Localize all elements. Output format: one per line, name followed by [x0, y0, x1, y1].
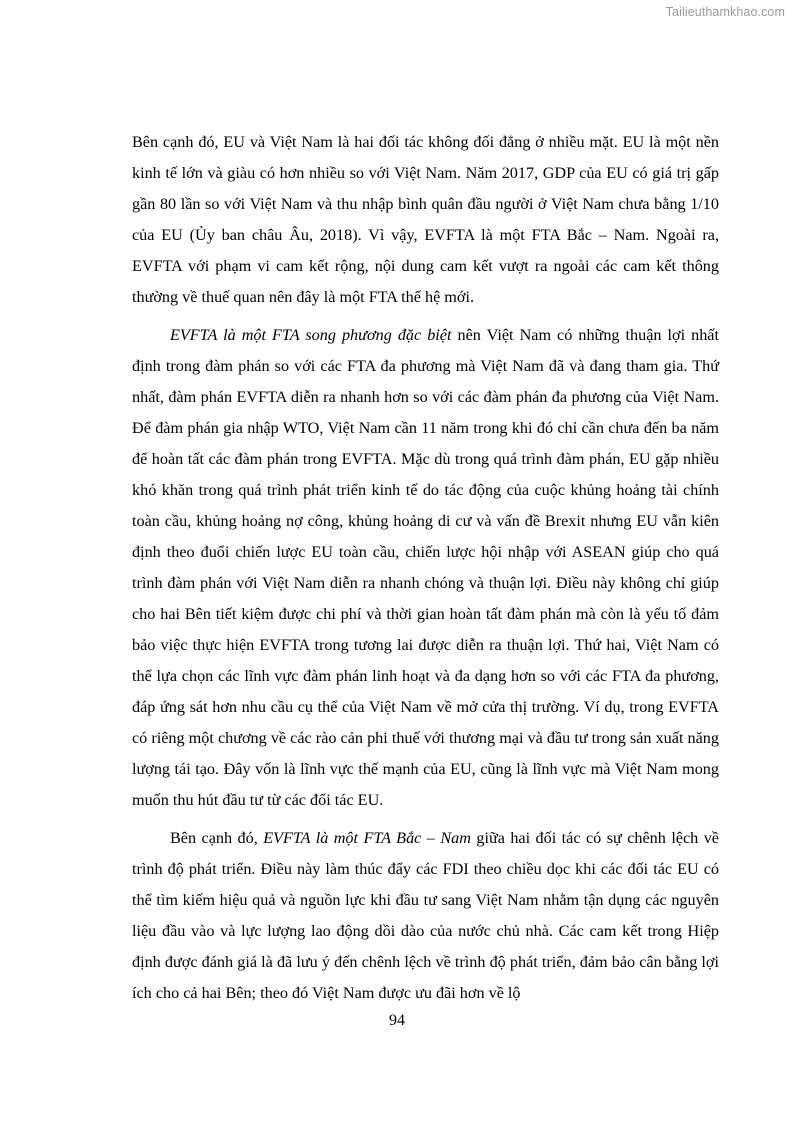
page-number: 94: [389, 1012, 405, 1029]
paragraph-3-lead: Bên cạnh đó,: [170, 829, 264, 847]
paragraph-1-text: Bên cạnh đó, EU và Việt Nam là hai đối tác không đối đẳng ở nhiều mặt. EU là một nền kinh tế lớn và giàu có hơn nhiều so với Việt Nam. Năm 2017, GDP của EU có giá trị gấp gần 80 lần so với Việt Nam và thu nhập bình quân đầu người ở Việt Nam chưa bằng 1/10 của EU (Ủy ban châu Âu, 2018). Vì vậy, EVFTA là một FTA Bắc – Nam. Ngoài ra, EVFTA với phạm vi cam kết rộng, nội dung cam kết vượt ra ngoài các cam kết thông thường về thuế quan nên đây là một FTA thế hệ mới.: [132, 133, 719, 306]
document-body: [132, 127, 719, 1009]
paragraph-2-emphasis: EVFTA là một FTA song phương đặc biệt: [170, 326, 452, 344]
paragraph-2-text: nên Việt Nam có những thuận lợi nhất định trong đàm phán so với các FTA đa phương mà Việt Nam đã và đang tham gia. Thứ nhất, đàm phán EVFTA diễn ra nhanh hơn so với các đàm phán đa phương của Việt Nam. Để đàm phán gia nhập WTO, Việt Nam cần 11 năm trong khi đó chỉ cần chưa đến ba năm để hoàn tất các đàm phán trong EVFTA. Mặc dù trong quá trình đàm phán, EU gặp nhiều khó khăn trong quá trình phát triển kinh tế do tác động của cuộc khủng hoảng tài chính toàn cầu, khủng hoảng nợ công, khủng hoảng di cư và vấn đề Brexit nhưng EU vẫn kiên định theo đuổi chiến lược EU toàn cầu, chiến lược hội nhập với ASEAN giúp cho quá trình đàm phán với Việt Nam diễn ra nhanh chóng và thuận lợi. Điều này không chỉ giúp cho hai Bên tiết kiệm được chi phí và thời gian hoàn tất đàm phán mà còn là yếu tố đảm bảo việc thực hiện EVFTA trong tương lai được diễn ra thuận lợi. Thứ hai, Việt Nam có thể lựa chọn các lĩnh vực đàm phán linh hoạt và đa dạng hơn so với các FTA đa phương, đáp ứng sát hơn nhu cầu cụ thể của Việt Nam về mở cửa thị trường. Ví dụ, trong EVFTA có riêng một chương về các rào cản phi thuế với thương mại và đầu tư trong sản xuất năng lượng tái tạo. Đây vốn là lĩnh vực thế mạnh của EU, cũng là lĩnh vực mà Việt Nam mong muốn thu hút đầu tư từ các đối tác EU.: [132, 326, 719, 809]
paragraph-3: [132, 823, 719, 1009]
paragraph-2: [132, 320, 719, 816]
paragraph-3-text: giữa hai đối tác có sự chênh lệch về trình độ phát triển. Điều này làm thúc đẩy các FDI theo chiều dọc khi các đối tác EU có thể tìm kiếm hiệu quả và nguồn lực khi đầu tư sang Việt Nam nhằm tận dụng các nguyên liệu đầu vào và lực lượng lao động dồi dào của nước chủ nhà. Các cam kết trong Hiệp định được đánh giá là đã lưu ý đến chênh lệch về trình độ phát triển, đảm bảo cân bằng lợi ích cho cả hai Bên; theo đó Việt Nam được ưu đãi hơn về lộ: [132, 829, 719, 1002]
watermark: Tailieuthamkhao.com: [665, 5, 785, 19]
paragraph-3-emphasis: EVFTA là một FTA Bắc – Nam: [263, 829, 471, 847]
paragraph-1: [132, 127, 719, 313]
